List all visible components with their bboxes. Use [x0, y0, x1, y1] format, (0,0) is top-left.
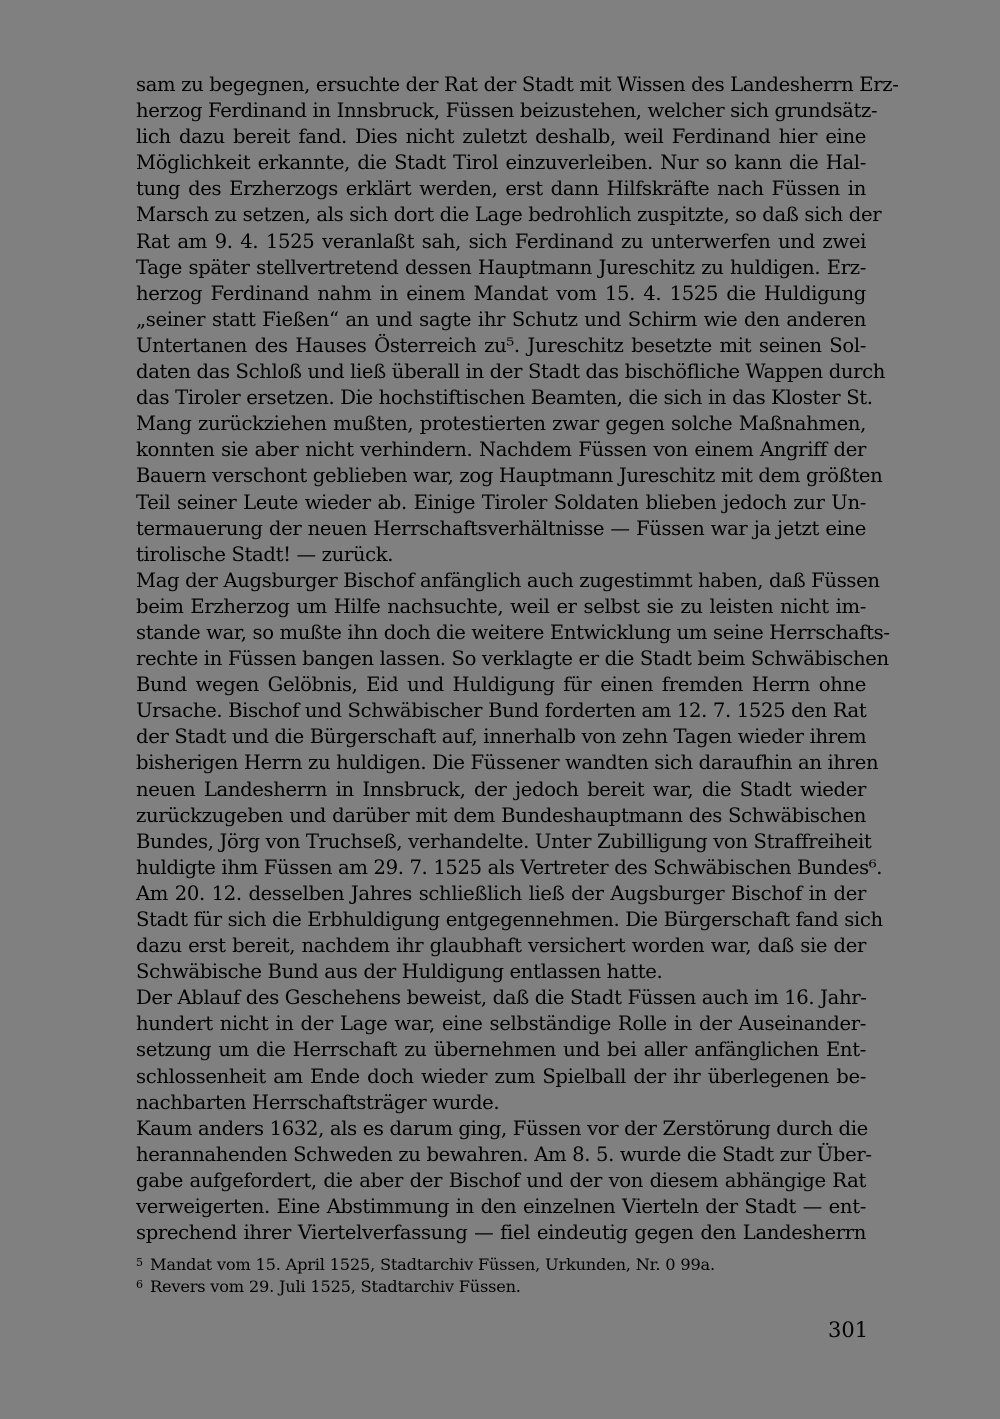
text-line: dazu erst bereit, nachdem ihr glaubhaft versichert worden war, daß sie der	[136, 934, 866, 958]
text-line: sam zu begegnen, ersuchte der Rat der Stadt mit Wissen des Landesherrn Erz-	[136, 73, 899, 96]
text-line: Bundes, Jörg von Truchseß, verhandelte. Unter Zubilligung von Straffreiheit	[136, 829, 872, 853]
text-line: Teil seiner Leute wieder ab. Einige Tiroler Soldaten blieben jedoch zur Un-	[136, 490, 866, 514]
text-line: herannahenden Schweden zu bewahren. Am 8. 5. wurde die Stadt zur Über-	[136, 1142, 872, 1166]
text-line: Kaum anders 1632, als es darum ging, Füssen vor der Zerstörung durch die	[136, 1116, 868, 1140]
paragraph-end-line: tirolische Stadt! — zurück.	[136, 542, 394, 566]
text-line: bisherigen Herrn zu huldigen. Die Füssener wandten sich daraufhin an ihren	[136, 751, 879, 775]
text-line: Rat am 9. 4. 1525 veranlaßt sah, sich Ferdinand zu unterwerfen und zwei	[136, 229, 866, 253]
text-line: huldigte ihm Füssen am 29. 7. 1525 als Vertreter des Schwäbischen Bundes⁶.	[136, 855, 883, 879]
text-line: lich dazu bereit fand. Dies nicht zuletzt deshalb, weil Ferdinand hier eine	[136, 125, 866, 149]
text-line: zurückzugeben und darüber mit dem Bundeshauptmann des Schwäbischen	[136, 803, 866, 827]
text-line: neuen Landesherrn in Innsbruck, der jedoch bereit war, die Stadt wieder	[136, 777, 866, 801]
footnote-text: Revers vom 29. Juli 1525, Stadtarchiv Füssen.	[150, 1277, 521, 1296]
text-line: herzog Ferdinand nahm in einem Mandat vom 15. 4. 1525 die Huldigung	[136, 281, 866, 305]
text-line: Bund wegen Gelöbnis, Eid und Huldigung für einen fremden Herrn ohne	[136, 673, 866, 697]
text-line: verweigerten. Eine Abstimmung in den einzelnen Vierteln der Stadt — ent-	[136, 1195, 866, 1219]
footnotes	[136, 1252, 866, 1296]
footnote-text: Mandat vom 15. April 1525, Stadtarchiv Füssen, Urkunden, Nr. 0 99a.	[150, 1255, 715, 1274]
footnote	[136, 1274, 866, 1296]
page-number: 301	[828, 1318, 869, 1342]
text-line: Der Ablauf des Geschehens beweist, daß die Stadt Füssen auch im 16. Jahr-	[136, 986, 867, 1010]
text-line: Tage später stellvertretend dessen Hauptmann Jureschitz zu huldigen. Erz-	[136, 255, 866, 279]
text-line: gabe aufgefordert, die aber der Bischof und der von diesem abhängige Rat	[136, 1168, 866, 1192]
text-line: Mang zurückziehen mußten, protestierten zwar gegen solche Maßnahmen,	[136, 412, 866, 436]
footnote-mark: 6	[136, 1278, 143, 1291]
text-line: rechte in Füssen bangen lassen. So verklagte er die Stadt beim Schwäbischen	[136, 647, 889, 671]
text-line: Stadt für sich die Erbhuldigung entgegennehmen. Die Bürgerschaft fand sich	[136, 908, 883, 931]
footnote-mark: 5	[136, 1256, 143, 1269]
text-line: herzog Ferdinand in Innsbruck, Füssen beizustehen, welcher sich grundsätz-	[136, 99, 878, 123]
text-line: hundert nicht in der Lage war, eine selbständige Rolle in der Auseinander-	[136, 1012, 866, 1036]
text-line: Am 20. 12. desselben Jahres schließlich ließ der Augsburger Bischof in der	[136, 881, 866, 905]
text-line: beim Erzherzog um Hilfe nachsuchte, weil er selbst sie zu leisten nicht im-	[136, 594, 866, 618]
footnote	[136, 1252, 866, 1274]
text-line: stande war, so mußte ihn doch die weitere Entwicklung um seine Herrschafts-	[136, 620, 890, 644]
text-line: daten das Schloß und ließ überall in der Stadt das bischöfliche Wappen durch	[136, 360, 886, 384]
text-line: „seiner statt Fießen“ an und sagte ihr Schutz und Schirm wie den anderen	[136, 307, 866, 331]
text-line: termauerung der neuen Herrschaftsverhältnisse — Füssen war ja jetzt eine	[136, 516, 866, 540]
body-text	[136, 72, 899, 1246]
text-line: schlossenheit am Ende doch wieder zum Spielball der ihr überlegenen be-	[136, 1064, 866, 1088]
paragraph-end-line: nachbarten Herrschaftsträger wurde.	[136, 1090, 500, 1114]
paragraph-end-line: Schwäbische Bund aus der Huldigung entlassen hatte.	[136, 960, 663, 984]
text-line: sprechend ihrer Viertelverfassung — fiel eindeutig gegen den Landesherrn	[136, 1221, 866, 1245]
text-line: Ursache. Bischof und Schwäbischer Bund forderten am 12. 7. 1525 den Rat	[136, 699, 867, 723]
text-line: der Stadt und die Bürgerschaft auf, innerhalb von zehn Tagen wieder ihrem	[136, 725, 867, 749]
text-line: setzung um die Herrschaft zu übernehmen und bei aller anfänglichen Ent-	[136, 1038, 866, 1062]
text-line: konnten sie aber nicht verhindern. Nachdem Füssen von einem Angriff der	[136, 438, 866, 462]
text-line: Untertanen des Hauses Österreich zu⁵. Jureschitz besetzte mit seinen Sol-	[136, 333, 866, 357]
text-line: Bauern verschont geblieben war, zog Hauptmann Jureschitz mit dem größten	[136, 464, 883, 488]
text-line: Möglichkeit erkannte, die Stadt Tirol einzuverleiben. Nur so kann die Hal-	[136, 151, 866, 175]
text-line: Marsch zu setzen, als sich dort die Lage bedrohlich zuspitzte, so daß sich der	[136, 203, 882, 227]
text-line: Mag der Augsburger Bischof anfänglich auch zugestimmt haben, daß Füssen	[136, 568, 880, 592]
text-line: tung des Erzherzogs erklärt werden, erst dann Hilfskräfte nach Füssen in	[136, 177, 866, 201]
text-line: das Tiroler ersetzen. Die hochstiftischen Beamten, die sich in das Kloster St.	[136, 386, 873, 410]
